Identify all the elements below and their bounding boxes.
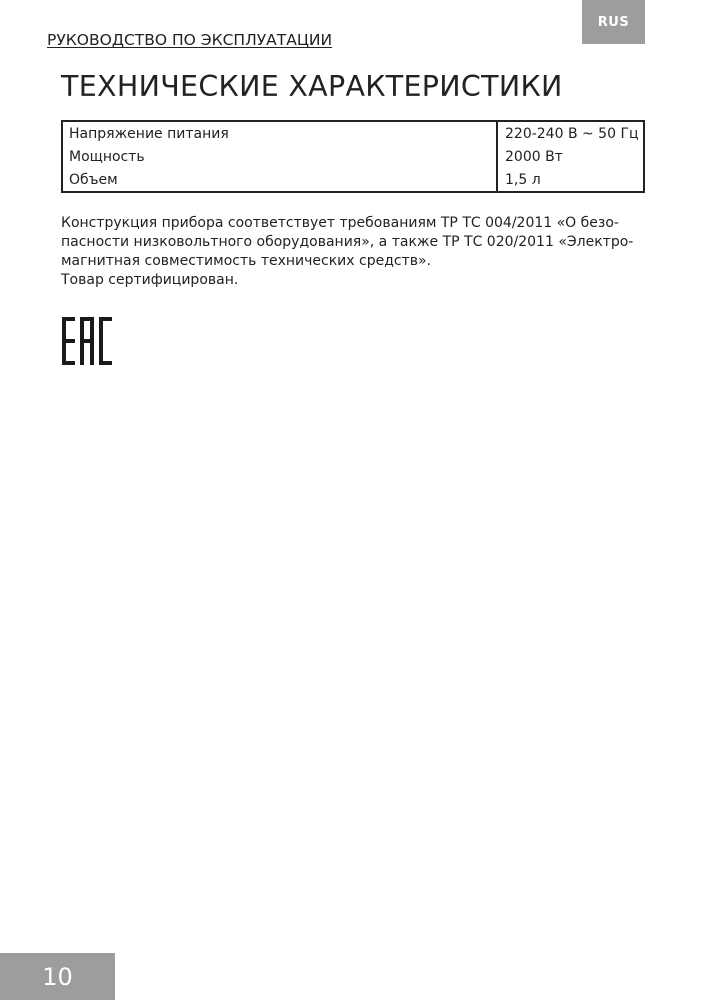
spec-value-volume: 1,5 л <box>497 168 644 192</box>
compliance-line-3: магнитная совместимость технических средств». <box>61 253 432 269</box>
table-row <box>62 121 644 145</box>
spec-value-power: 2000 Вт <box>497 145 644 168</box>
compliance-line-1: Конструкция прибора соответствует требованиям ТР ТС 004/2011 «О безо- <box>61 215 619 231</box>
page-title: ТЕХНИЧЕСКИЕ ХАРАКТЕРИСТИКИ <box>61 70 563 103</box>
compliance-line-2: пасности низковольтного оборудования», а также ТР ТС 020/2011 «Электро- <box>61 234 634 250</box>
eac-mark-icon <box>61 317 113 365</box>
specs-table <box>61 120 645 193</box>
spec-name-power: Мощность <box>69 148 145 165</box>
language-tab: RUS <box>582 0 645 44</box>
table-row <box>62 145 644 168</box>
manual-header: РУКОВОДСТВО ПО ЭКСПЛУАТАЦИИ <box>47 31 333 49</box>
table-row <box>62 168 644 192</box>
certified-line: Товар сертифицирован. <box>61 272 239 288</box>
spec-name-volume: Объем <box>69 171 118 188</box>
spec-name-voltage: Напряжение питания <box>69 125 229 142</box>
spec-value-voltage: 220-240 В ~ 50 Гц <box>497 121 644 145</box>
page-number: 10 <box>0 953 115 1000</box>
compliance-text <box>61 214 661 290</box>
